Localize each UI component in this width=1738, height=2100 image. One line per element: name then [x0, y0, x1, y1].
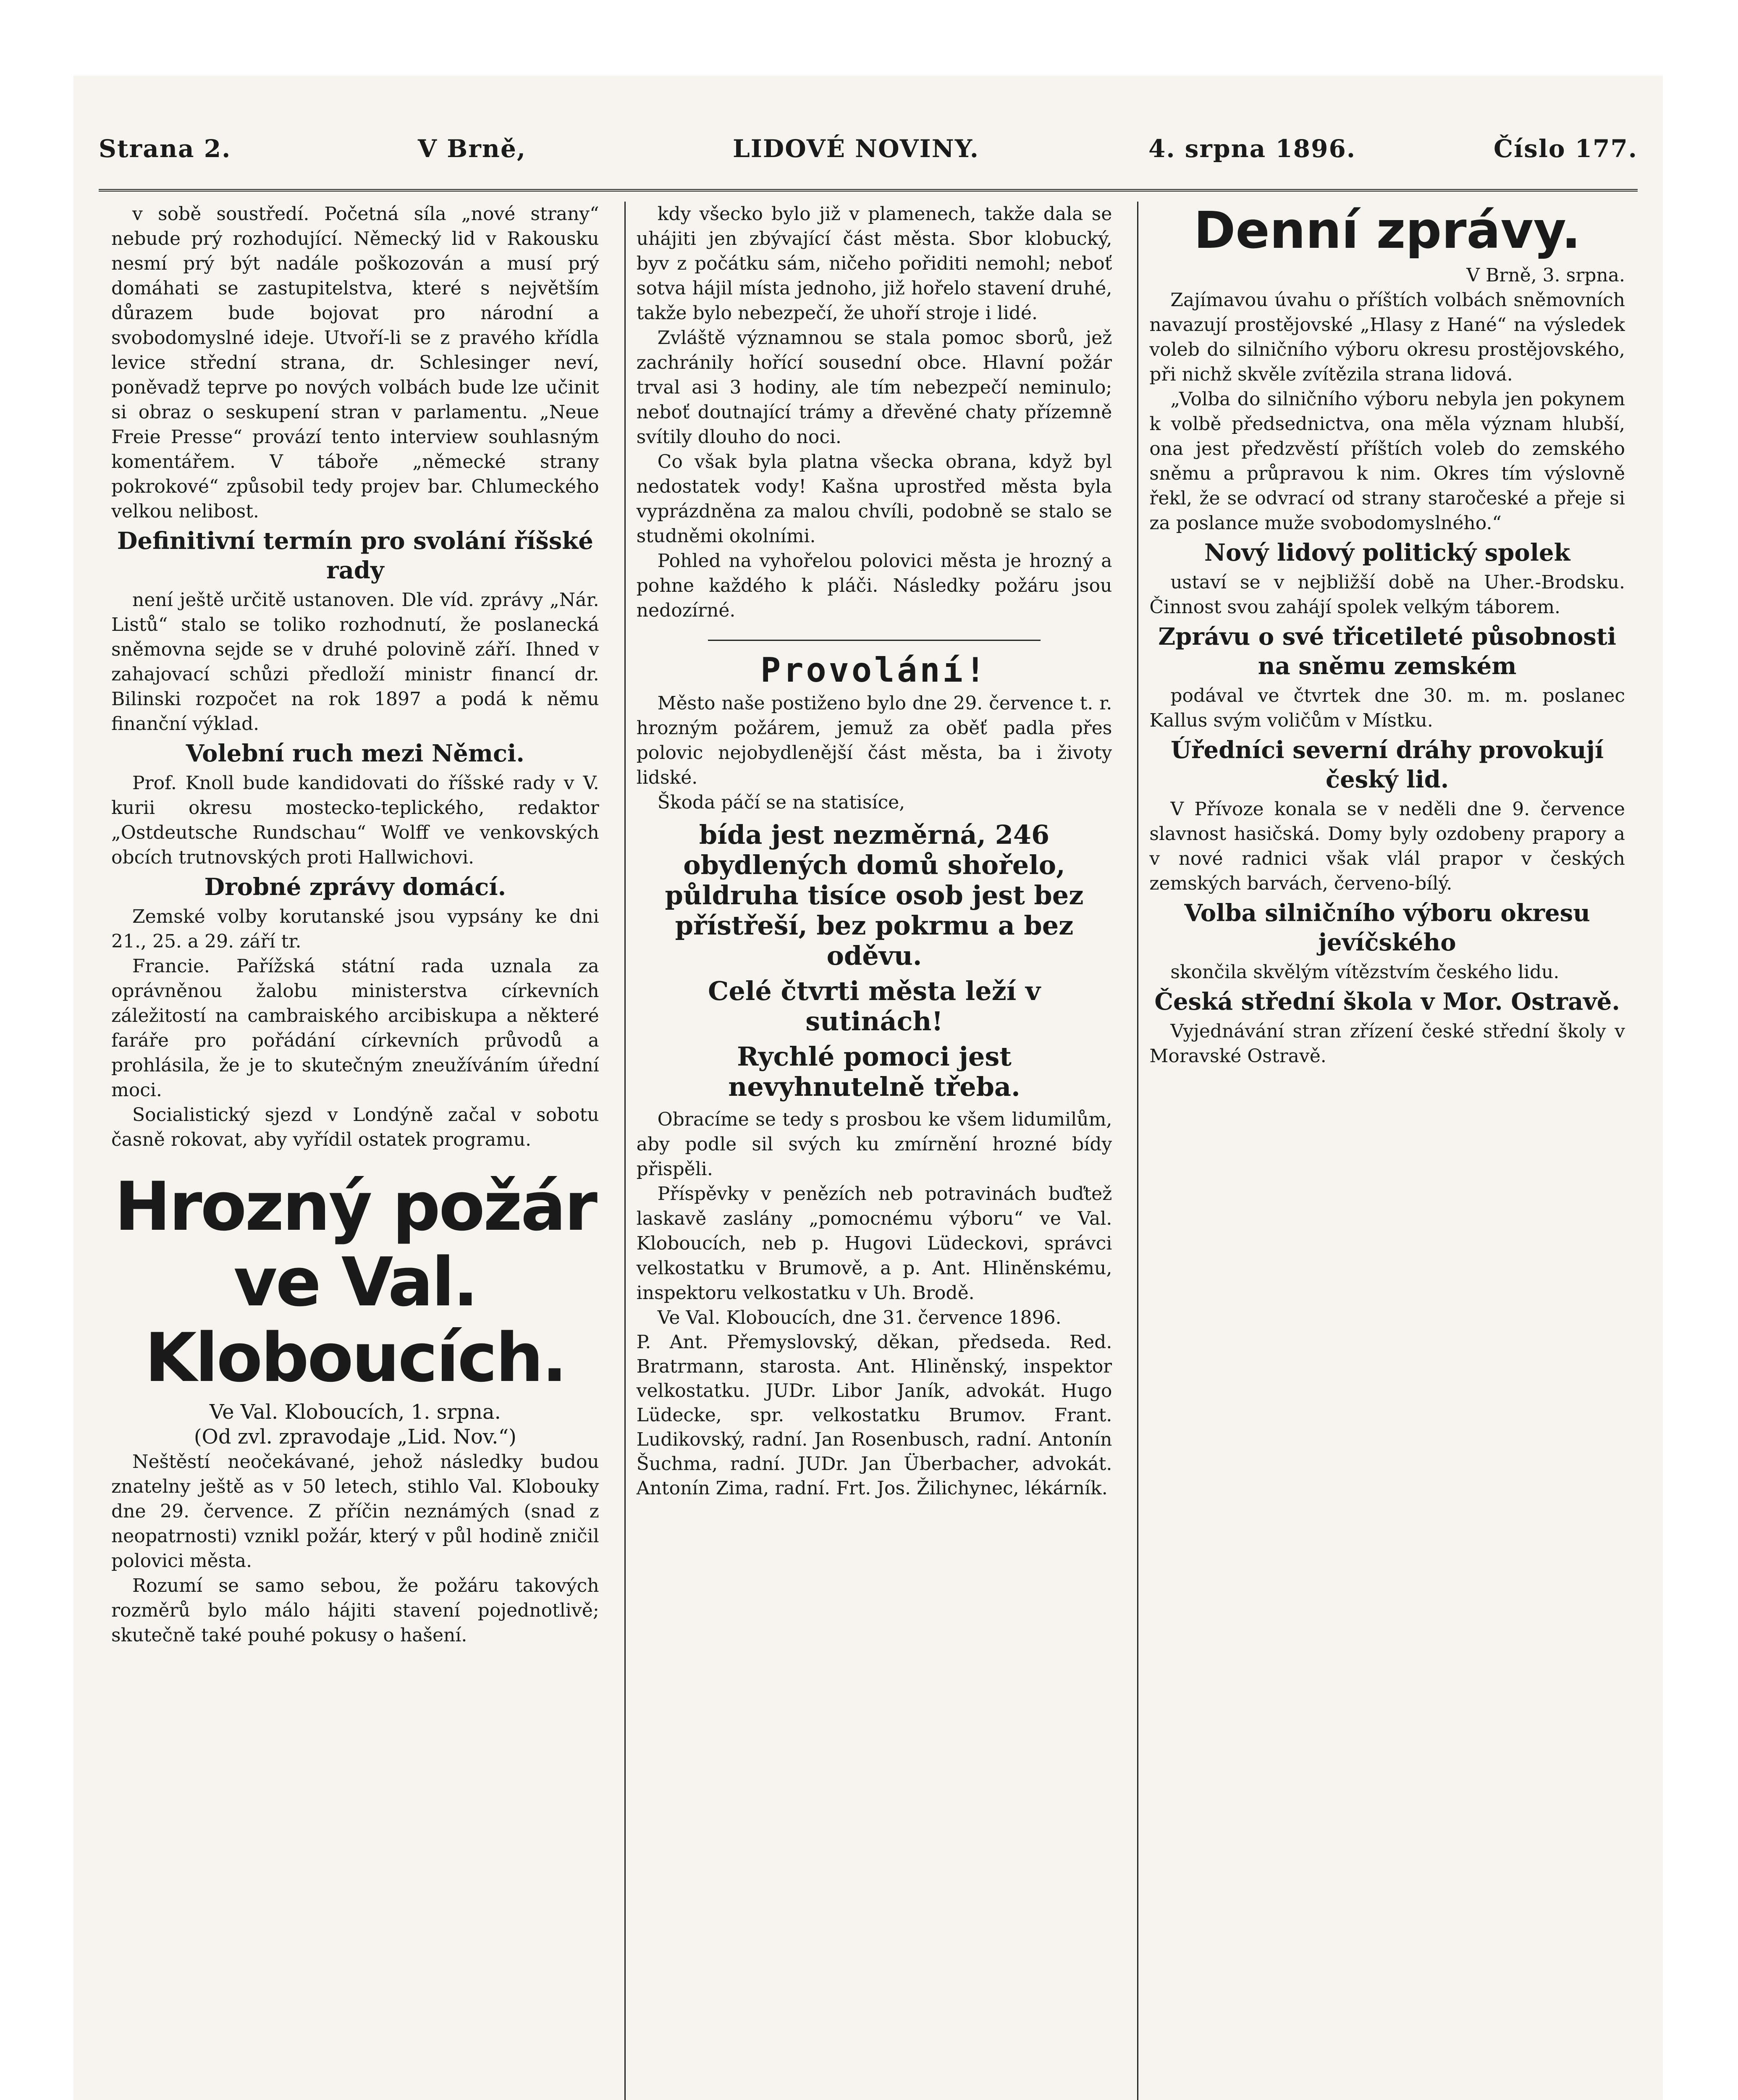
- section-headline: Denní zprávy.: [1193, 202, 1581, 260]
- article-text: Zvláště významnou se stala pomoc sborů, jež zachránily hořící sousední obce. Hlavní požár trval asi 3 hodiny, ale tím nebezpečí neminulo; neboť doutnající trámy a dřevěné chaty přízemně svítily dlouho do noci.: [636, 327, 1112, 448]
- source-note: (Od zvl. zpravodaje „Lid. Nov.“): [194, 1425, 516, 1449]
- date: 4. srpna 1896.: [1148, 134, 1356, 163]
- article-text: Francie. Pařížská státní rada uznala za oprávněnou žalobu ministerstva církevních záležitostí na cambraiského arcibiskupa a některé faráře pro pořádání církevních průvodů a prohlásila, že je to skutečným zneužíváním úřední moci.: [111, 956, 599, 1101]
- proclamation-text: Příspěvky v penězích neb potravinách buďtež laskavě zaslány „pomocnému výboru“ ve Val. Kloboucích, neb p. Hugovi Lüdeckovi, správci velkostatku v Brumově, a p. Ant. Hliněnskému, inspektoru velkostatku v Uh. Brodě.: [636, 1183, 1112, 1304]
- divider: [708, 640, 1041, 641]
- article-text: V Přívoze konala se v neděli dne 9. července slavnost hasičská. Domy byly ozdobeny prapory a v nové radnici však vlál prapor v českých zemských barvách, červeno-bílý.: [1149, 798, 1625, 894]
- signatories: P. Ant. Přemyslovský, děkan, předseda. Red. Bratrmann, starosta. Ant. Hliněnský, inspektor velkostatku. JUDr. Libor Janík, advokát. Hugo Lüdecke, spr. velkostatku Brumov. Frant. Ludikovský, radní. Jan Rosenbusch, radní. Antonín Šuchma, radní. JUDr. Jan Überbacher, advokát. Antonín Zima, radní. Frt. Jos. Žilichynec, lékárník.: [636, 1331, 1112, 1499]
- article-text: kdy všecko bylo již v plamenech, takže dala se uhájiti jen zbývající část města. Sbor klobucký, byv z počátku sám, ničeho pořiditi nemohl; neboť sotva hájil místa jednoho, již hořelo stavení druhé, takže bylo nebezpečí, že uhoří stroje i lidé.: [636, 203, 1112, 324]
- article-heading: Česká střední škola v Mor. Ostravě.: [1154, 988, 1620, 1016]
- proclamation-date: Ve Val. Kloboucích, dne 31. července 1896.: [657, 1307, 1062, 1328]
- paper-title: LIDOVÉ NOVINY.: [733, 134, 979, 163]
- column-3: [1137, 202, 1625, 2100]
- column-2: [624, 202, 1112, 2100]
- column-1: [111, 202, 599, 2100]
- proclamation-emphasis: Celé čtvrti města leží v sutinách!: [708, 976, 1041, 1037]
- article-heading: Volba silničního výboru okresu jevíčského: [1184, 899, 1590, 956]
- proclamation-text: Město naše postiženo bylo dne 29. července t. r. hrozným požárem, jemuž za oběť padla přes polovic nejobydlenější část města, ba i životy lidské.: [636, 693, 1112, 788]
- proclamation-text: Obracíme se tedy s prosbou ke všem lidumilům, aby podle sil svých ku zmírnění hrozné bídy přispěli.: [636, 1109, 1112, 1180]
- proclamation-text: Škoda páčí se na statisíce,: [657, 792, 905, 813]
- article-text: Pohled na vyhořelou polovici města je hrozný a pohne každého k pláči. Následky požáru jsou nedozírné.: [636, 550, 1112, 621]
- page-header: [99, 130, 1638, 192]
- place: V Brně,: [418, 134, 527, 163]
- proclamation-emphasis: Rychlé pomoci jest nevyhnutelně třeba.: [728, 1041, 1020, 1102]
- article-heading: Úředníci severní dráhy provokují český lid.: [1171, 736, 1604, 793]
- article-text: podával ve čtvrtek dne 30. m. m. poslanec Kallus svým voličům v Místku.: [1149, 685, 1625, 731]
- article-text: Co však byla platna všecka obrana, když byl nedostatek vody! Kašna uprostřed města byla vyprázdněna za malou chvíli, podobně se stalo se studněmi okolními.: [636, 451, 1112, 547]
- article-heading: Nový lidový politický spolek: [1204, 539, 1570, 567]
- article-text: skončila skvělým vítězstvím českého lidu.: [1170, 961, 1560, 983]
- article-heading: Zprávu o své třicetileté působnosti na sněmu zemském: [1158, 623, 1616, 680]
- article-text: v sobě soustředí. Početná síla „nové strany“ nebude prý rozhodující. Německý lid v Rakousku nesmí prý být nadále poškozován a musí prý domáhati se zastupitelstva, které s největším důrazem bude bojovat pro národní a svobodomyslné ideje. Utvoří-li se z pravého křídla levice střední strana, dr. Schlesinger neví, poněvadž teprve po nových volbách bude lze učinit si obraz o seskupení stran v parlamentu. „Neue Freie Presse“ provází tento interview souhlasným komentářem. V táboře „německé strany pokrokové“ způsobil tedy projev bar. Chlumeckého velkou nelibost.: [111, 203, 599, 522]
- proclamation-heading: Provolání!: [760, 651, 988, 690]
- article-heading: Drobné zprávy domácí.: [204, 873, 506, 901]
- article-text: „Volba do silničního výboru nebyla jen pokynem k volbě předsednictva, ona měla význam hlubší, ona jest předzvěstí příštích voleb do zemského sněmu a průpravou k nim. Okres tím výslovně řekl, že se odvrací od strany staročeské a přeje si za poslance muže svobodomyslného.“: [1149, 388, 1625, 534]
- article-text: Prof. Knoll bude kandidovati do říšské rady v V. kurii okresu mostecko-teplického, redaktor „Ostdeutsche Rundschau“ Wolff ve venkovských obcích trutnovských proti Hallwichovi.: [111, 772, 599, 868]
- article-text: Vyjednávání stran zřízení české střední školy v Moravské Ostravě.: [1149, 1021, 1625, 1067]
- article-text: Socialistický sjezd v Londýně začal v sobotu časně rokovat, aby vyřídil ostatek programu.: [111, 1104, 599, 1150]
- article-heading: Definitivní termín pro svolání říšské rady: [117, 527, 593, 584]
- dateline: Ve Val. Kloboucích, 1. srpna.: [209, 1400, 501, 1424]
- article-text: ustaví se v nejbližší době na Uher.-Brodsku. Činnost svou zahájí spolek velkým táborem.: [1149, 572, 1625, 618]
- article-text: Zemské volby korutanské jsou vypsány ke dni 21., 25. a 29. září tr.: [111, 906, 599, 952]
- proclamation-emphasis: bída jest nezměrná, 246 obydlených domů shořelo, půldruha tisíce osob jest bez přístřeší, bez pokrmu a bez oděvu.: [665, 819, 1084, 971]
- article-text: není ještě určitě ustanoven. Dle víd. zprávy „Nár. Listů“ stalo se toliko rozhodnutí, že poslanecká sněmovna sejde se v druhé polovině září. Ihned v zahajovací schůzi předloží ministr financí dr. Bilinski rozpočet na rok 1897 a podá k němu finanční výklad.: [111, 589, 599, 735]
- issue-number: Číslo 177.: [1493, 134, 1638, 163]
- dateline: V Brně, 3. srpna.: [1466, 265, 1625, 286]
- article-heading: Volební ruch mezi Němci.: [186, 740, 524, 767]
- article-text: Rozumí se samo sebou, že požáru takových rozměrů bylo málo hájiti stavení pojednotlivě; skutečně také pouhé pokusy o hašení.: [111, 1575, 599, 1646]
- article-text: Neštěstí neočekávané, jehož následky budou znatelny ještě as v 50 letech, stihlo Val. Klobouky dne 29. července. Z příčin neznámých (snad z neopatrnosti) vznikl požár, který v půl hodině zničil polovici města.: [111, 1451, 599, 1572]
- newspaper-page: [73, 76, 1663, 2100]
- page-number: Strana 2.: [99, 134, 231, 163]
- article-text: Zajímavou úvahu o příštích volbách sněmovních navazují prostějovské „Hlasy z Hané“ na výsledek voleb do silničního výboru okresu prostějovského, při nichž skvěle zvítězila strana lidová.: [1149, 289, 1625, 385]
- main-headline: Hrozný požár ve Val. Kloboucích.: [114, 1167, 596, 1397]
